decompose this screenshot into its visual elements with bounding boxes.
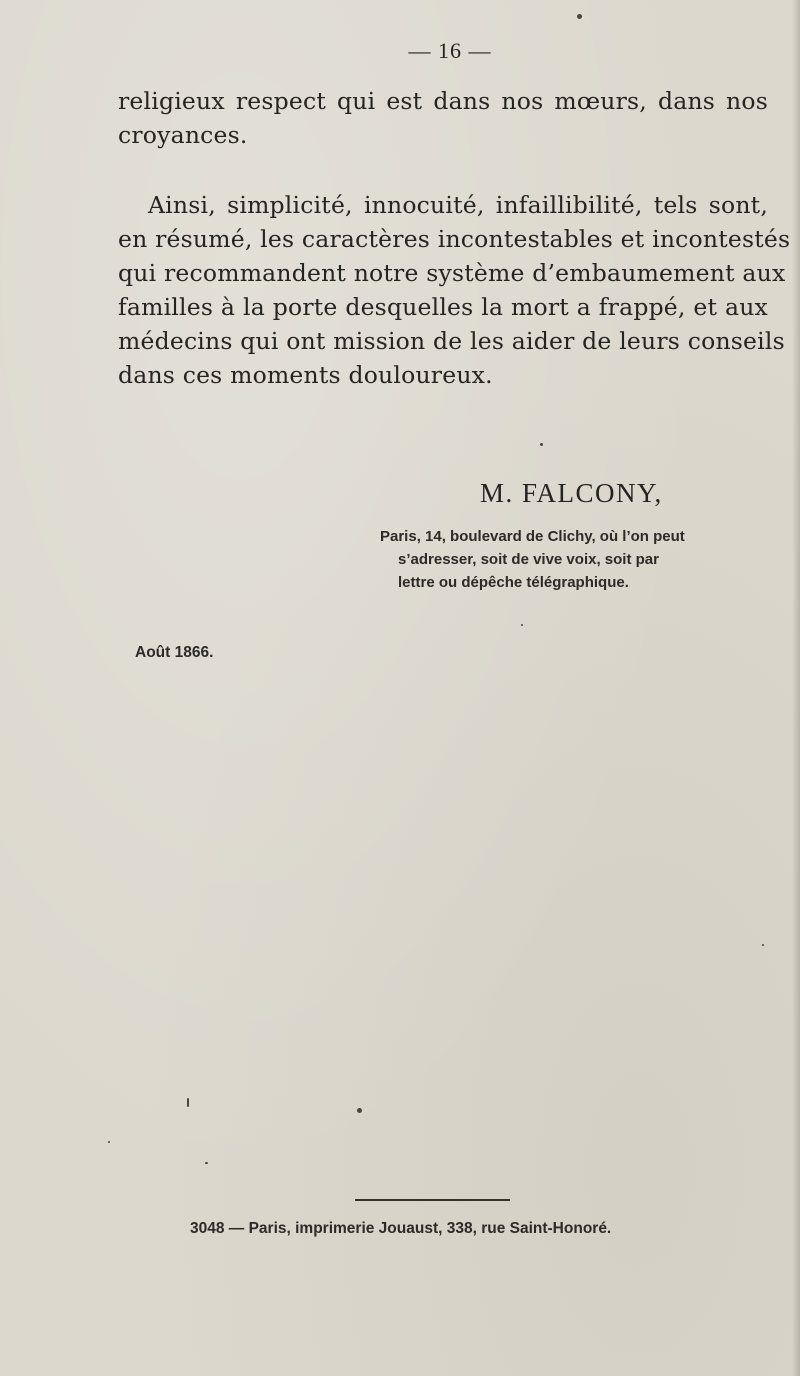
horizontal-rule	[355, 1199, 510, 1201]
scan-speck	[762, 944, 764, 946]
text-line: médecins qui ont mission de les aider de leurs conseils	[118, 327, 785, 355]
scan-speck	[108, 1141, 110, 1143]
text-line: qui recommandent notre système d’embaumement aux	[118, 259, 786, 287]
text-line: croyances.	[118, 121, 248, 149]
scan-speck	[540, 443, 543, 446]
scan-speck	[357, 1108, 362, 1113]
address-line: s’adresser, soit de vive voix, soit par	[398, 551, 659, 568]
paragraph-summary	[118, 188, 791, 392]
address-line: Paris, 14, boulevard de Clichy, où l’on peut	[380, 528, 685, 545]
author-address	[380, 525, 740, 594]
scan-speck	[521, 624, 523, 626]
page-number: — 16 —	[408, 38, 492, 63]
scan-speck	[205, 1162, 208, 1164]
text-line: religieux respect qui est dans nos mœurs, dans nos	[118, 87, 768, 115]
date-line: Août 1866.	[135, 644, 214, 661]
author-signature: M. FALCONY,	[480, 478, 663, 508]
page-edge-shadow	[792, 0, 800, 1376]
printer-imprint: 3048 — Paris, imprimerie Jouaust, 338, rue Saint-Honoré.	[190, 1220, 612, 1237]
text-line: familles à la porte desquelles la mort a frappé, et aux	[118, 293, 768, 321]
text-line: en résumé, les caractères incontestables et incontestés	[118, 225, 791, 253]
scan-speck	[577, 14, 582, 19]
text-line: Ainsi, simplicité, innocuité, infaillibilité, tels sont,	[148, 191, 768, 219]
scan-speck	[187, 1098, 189, 1107]
address-line: lettre ou dépêche télégraphique.	[398, 574, 629, 591]
paragraph-continuation	[118, 84, 768, 152]
text-line: dans ces moments douloureux.	[118, 361, 493, 389]
